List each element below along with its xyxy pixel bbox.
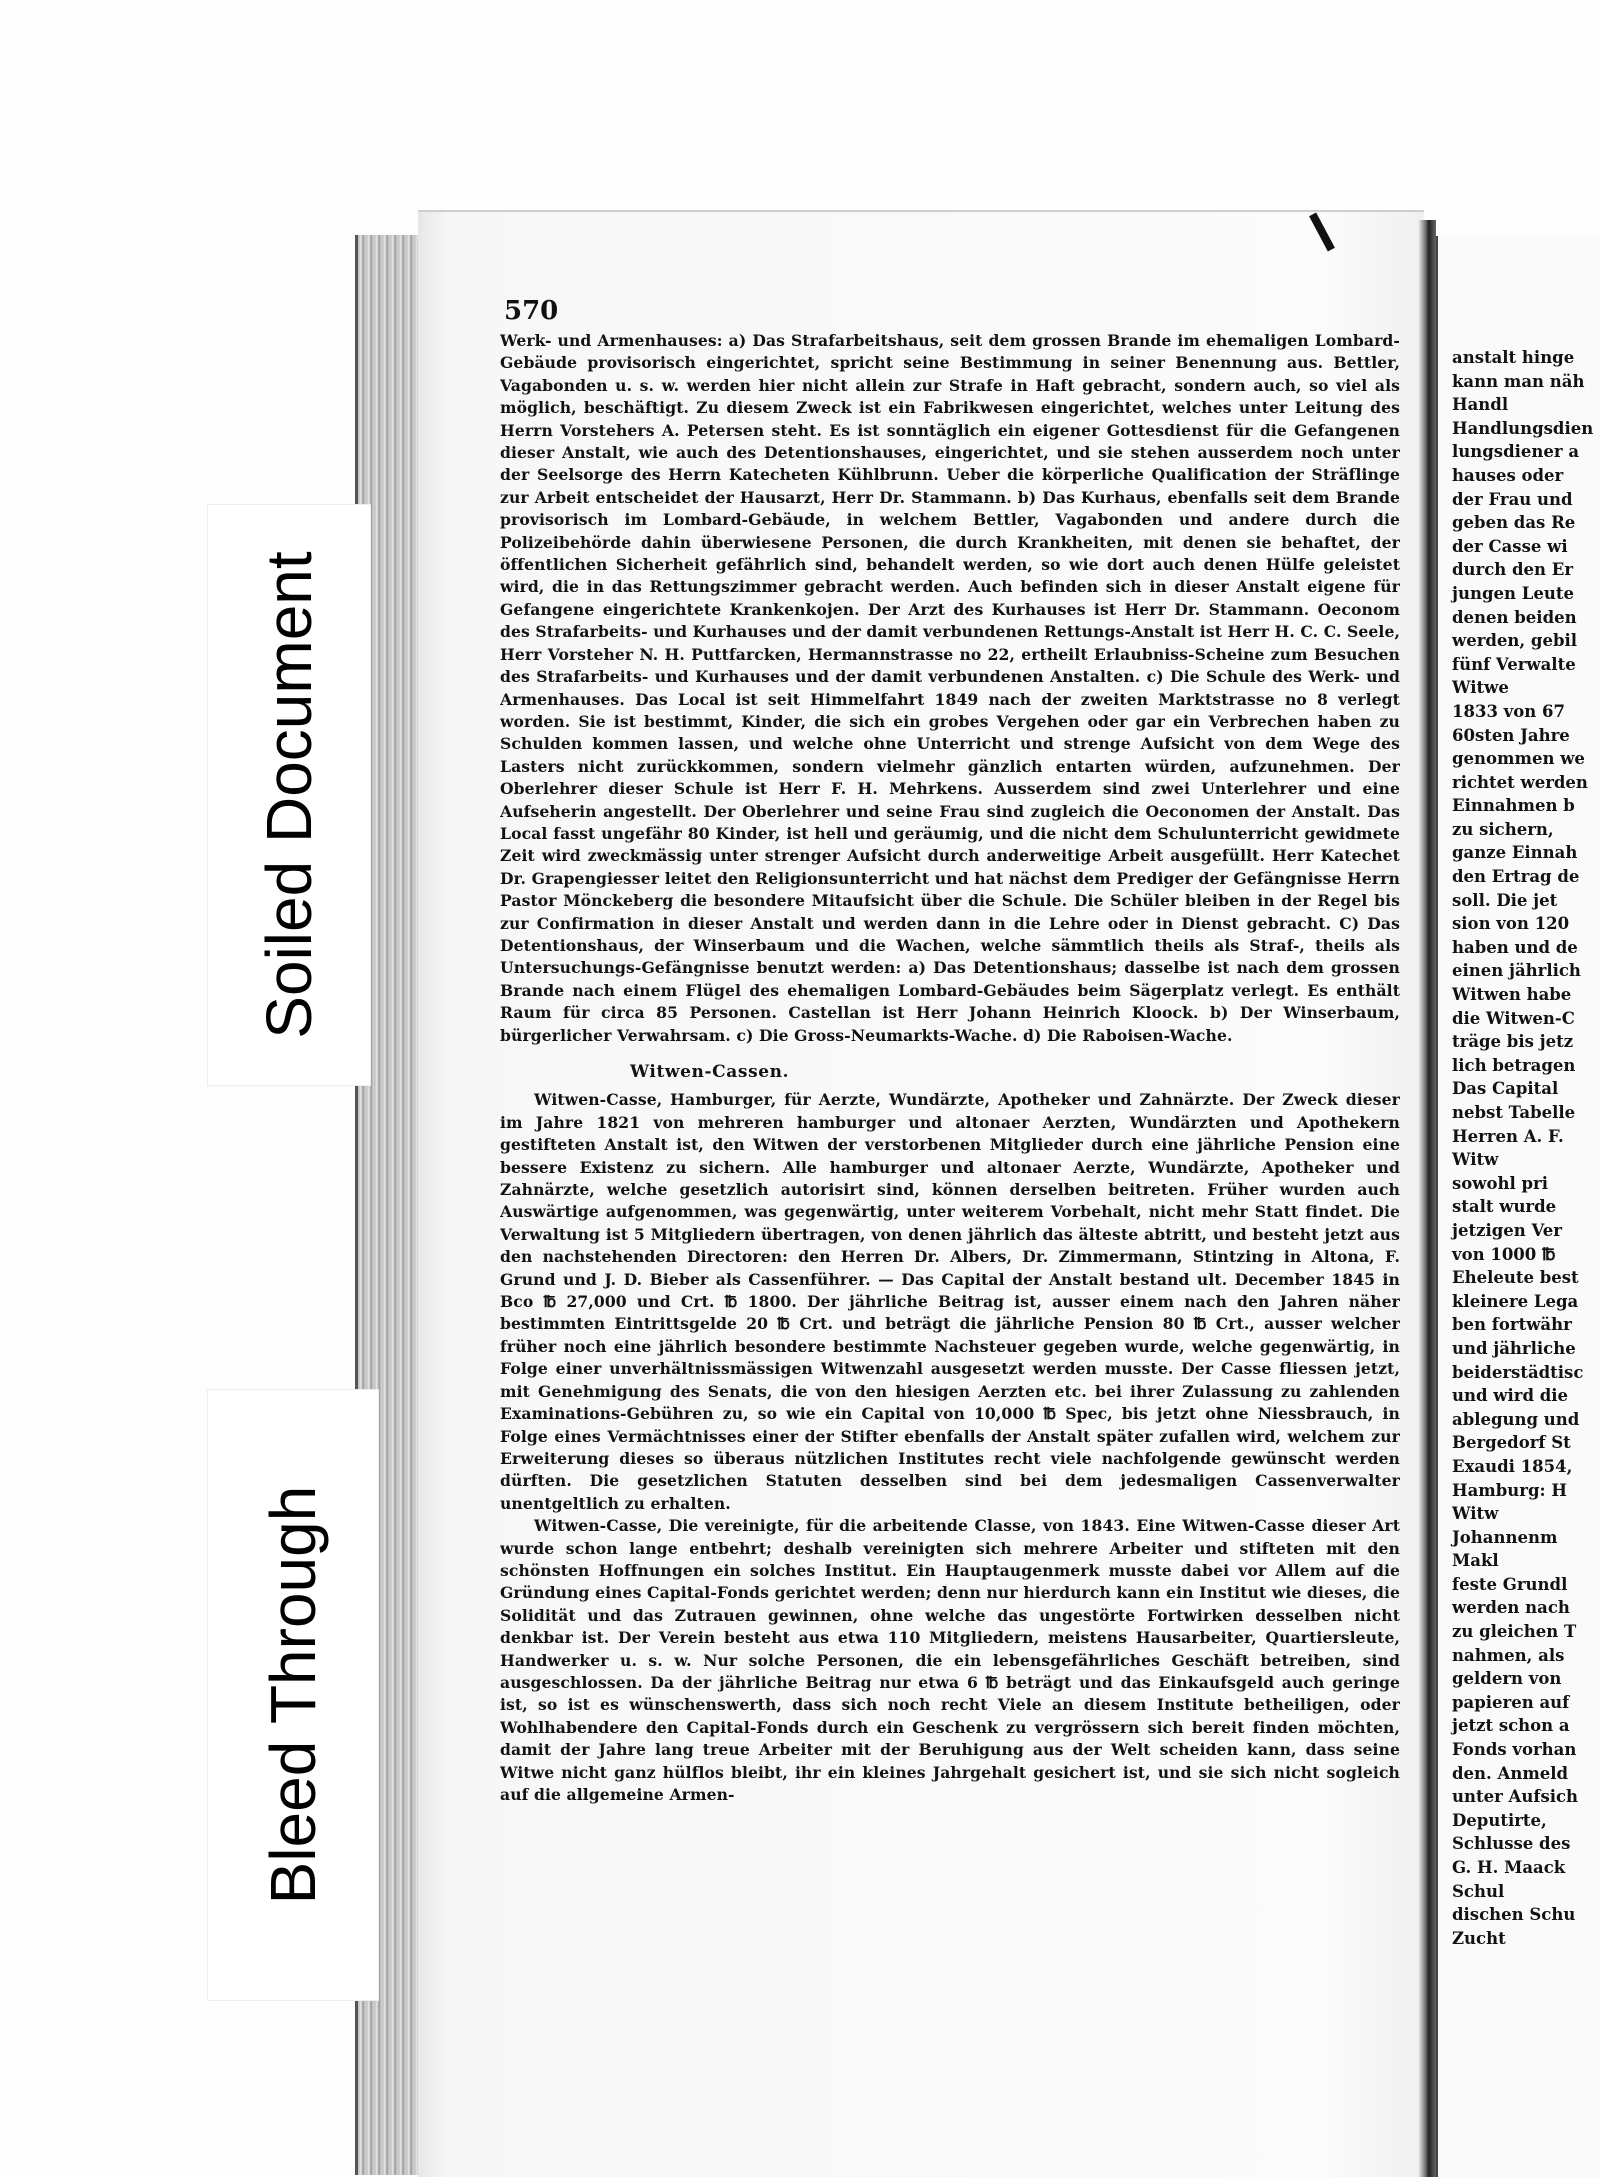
right-page-line: Deputirte, bbox=[1452, 1810, 1547, 1830]
right-page-line: träge bis jetz bbox=[1452, 1032, 1574, 1052]
paragraph-witwen-casse-aerzte: Witwen-Casse, Hamburger, für Aerzte, Wundärzte, Apotheker und Zahnärzte. Der Zweck dieser im Jahre 1821 von mehreren hamburger und altonaer Aerzten, Wundärzten und Apothekern gestifteten Anstalt ist, den Witwen der verstorbenen Mitglieder durch eine jährliche Pension eine bessere Existenz zu sichern. Alle hamburger und altonaer Aerzte, Wundärzte, Apotheker und Zahnärzte, welche gesetzlich autorisirt sind, können derselben beitreten. Früher wurden auch Auswärtige aufgenommen, was gegenwärtig, unter weiterem Vorbehalt, nicht mehr Statt findet. Die Verwaltung ist 5 Mitgliedern übertragen, von denen jährlich das älteste abtritt, und besteht jetzt aus den nachstehenden Directoren: den Herren Dr. Albers, Dr. Zimmermann, Stintzing in Altona, F. Grund und J. D. Bieber als Cassenführer. — Das Capital der Anstalt bestand ult. December 1845 in Bco ℔ 27,000 und Crt. ℔ 1800. Der jährliche Beitrag ist, ausser einem nach den Jahren näher bestimmten Eintrittsgelde 20 ℔ Crt. und beträgt die jährliche Pension 80 ℔ Crt., ausser welcher früher noch eine jährlich besondere bestimmte Nachsteuer gegeben wurde, welche gegenwärtig, in Folge einer unverhältnissmässigen Witwenzahl ausgesetzt werden musste. Der Casse fliessen jetzt, mit Genehmigung des Senats, die von den hiesigen Aerzten etc. bei ihrer Zulassung zu zahlenden Examinations-Gebühren zu, so wie ein Capital von 10,000 ℔ Spec, bis jetzt ohne Niessbrauch, in Folge eines Vermächtnisses einer der Stifter ebenfalls der Anstalt später zufallen wird, welchem zur Erweiterung dieses so überaus nützlichen Institutes recht viele nachfolgende gewünscht werden dürften. Die gesetzlichen Statuten desselben sind bei dem jedesmaligen Cassenverwalter unentgeltlich zu erhalten. bbox=[500, 1090, 1400, 1513]
right-page-line: Einnahmen b bbox=[1452, 796, 1575, 816]
right-page-line: feste Grundl bbox=[1452, 1574, 1568, 1594]
right-page-line: sion von 120 bbox=[1452, 914, 1570, 934]
right-page-line: anstalt hinge bbox=[1452, 348, 1575, 367]
right-page-text-fragments bbox=[1452, 346, 1600, 1950]
right-page-line: sowohl pri bbox=[1452, 1173, 1549, 1193]
right-page-line: durch den Er bbox=[1452, 560, 1574, 580]
right-page-line: ganze Einnah bbox=[1452, 843, 1578, 863]
right-page-line: soll. Die jet bbox=[1452, 890, 1558, 910]
page-number: 570 bbox=[504, 296, 559, 326]
bleed-through-label bbox=[208, 1390, 378, 2000]
right-page-line: Fonds vorhan bbox=[1452, 1740, 1577, 1760]
right-page-line: Johannenm bbox=[1452, 1527, 1558, 1547]
right-page-line: fünf Verwalte bbox=[1452, 654, 1576, 674]
right-page-line: Das Capital bbox=[1452, 1079, 1559, 1099]
right-page-line: Witwen habe bbox=[1452, 985, 1572, 1005]
right-page-line: stalt wurde bbox=[1452, 1197, 1557, 1217]
right-page-line: unter Aufsich bbox=[1452, 1787, 1579, 1807]
right-page-line: der Frau und bbox=[1452, 489, 1573, 509]
right-page-line: beiderstädtisc bbox=[1452, 1362, 1584, 1382]
right-page-line: lungsdiener a bbox=[1452, 442, 1580, 462]
right-page-line: Herren A. F. bbox=[1452, 1126, 1564, 1146]
right-page-line: und jährliche bbox=[1452, 1338, 1576, 1358]
right-page-line: kann man näh bbox=[1452, 371, 1585, 391]
right-page-line: jetzigen Ver bbox=[1452, 1220, 1562, 1240]
right-page-line: jetzt schon a bbox=[1452, 1716, 1570, 1736]
section-heading-witwen-cassen: Witwen-Cassen. bbox=[630, 1062, 790, 1082]
right-page-line: Bergedorf St bbox=[1452, 1433, 1571, 1453]
right-page-line: werden, gebil bbox=[1452, 631, 1578, 651]
right-page-line: zu sichern, bbox=[1452, 819, 1554, 839]
right-page-line: geldern von bbox=[1452, 1669, 1562, 1689]
right-page-line: nahmen, als bbox=[1452, 1645, 1565, 1665]
soiled-document-label-text: Soiled Document bbox=[253, 551, 325, 1039]
right-page-line: 1833 von 67 bbox=[1452, 701, 1565, 721]
right-page-line: Schlusse des bbox=[1452, 1834, 1571, 1854]
right-page-line: Eheleute best bbox=[1452, 1268, 1579, 1288]
right-page-line: und wird die bbox=[1452, 1386, 1569, 1406]
right-page-line: zu gleichen T bbox=[1452, 1622, 1577, 1642]
right-page-line: 60sten Jahre bbox=[1452, 725, 1570, 745]
right-page-line: richtet werden bbox=[1452, 772, 1588, 792]
right-page-line: nebst Tabelle bbox=[1452, 1103, 1576, 1122]
right-page bbox=[1436, 236, 1600, 2177]
right-page-line: kleinere Lega bbox=[1452, 1291, 1579, 1311]
right-page-line: der Casse wi bbox=[1452, 536, 1568, 556]
right-page-line: geben das Re bbox=[1452, 513, 1576, 533]
bleed-through-label-text: Bleed Through bbox=[257, 1485, 329, 1905]
right-page-line: genommen we bbox=[1452, 749, 1585, 769]
right-page-line: ablegung und bbox=[1452, 1409, 1580, 1429]
right-page-line: lich betragen bbox=[1452, 1055, 1576, 1075]
paragraph-witwen-casse-arbeitende-classe: Witwen-Casse, Die vereinigte, für die arbeitende Classe, von 1843. Eine Witwen-Casse dieser Art wurde schon lange entbehrt; deshalb vereinigten sich mehrere Arbeiter und stifteten mit den schönsten Hoffnungen ein solches Institut. Ein Hauptaugenmerk musste dabei vor Allem auf die Gründung eines Capital-Fonds gerichtet werden; denn nur hierdurch kann ein Institut wie dieses, die Solidität und das Zutrauen gewinnen, ohne welche das ungestörte Fortwirken desselben nicht denkbar ist. Der Verein besteht aus etwa 110 Mitgliedern, meistens Hausarbeiter, Quartiersleute, Handwerker u. s. w. Nur solche Personen, die ein lebensgefährliches Geschäft betreiben, sind ausgeschlossen. Da der jährliche Beitrag nur etwa 6 ℔ beträgt und das Einkaufsgeld auch geringe ist, so ist es wünschenswerth, dass sich noch recht Viele an diesem Institute betheiligen, oder Wohlhabendere den Capital-Fonds durch ein Geschenk zu vergrössern sich bereit finden möchten, damit der Jahre lang treue Arbeiter mit der Beruhigung aus der Welt scheiden kann, dass seine Witwe nicht ganz hülflos bleibt, ihr ein kleines Jahrgehalt gesichert ist, und sie sich nicht sogleich auf die allgemeine Armen- bbox=[500, 1516, 1400, 1804]
right-page-line: Hamburg: H bbox=[1452, 1480, 1567, 1500]
right-page-line: Witw bbox=[1452, 1504, 1499, 1524]
right-page-line: Witw bbox=[1452, 1150, 1499, 1170]
right-page-line: denen beiden bbox=[1452, 607, 1577, 627]
right-page-line: den. Anmeld bbox=[1452, 1763, 1569, 1783]
right-page-line: von 1000 ℔ bbox=[1452, 1244, 1556, 1264]
right-page-line: Witwe bbox=[1452, 678, 1509, 698]
right-page-line: G. H. Maack bbox=[1452, 1858, 1566, 1877]
right-page-line: Schul bbox=[1452, 1881, 1505, 1901]
right-page-line: Exaudi 1854, bbox=[1452, 1456, 1573, 1476]
right-page-line: werden nach bbox=[1452, 1598, 1570, 1618]
right-page-line: hauses oder bbox=[1452, 465, 1564, 485]
paragraph-werk-armenhaus: Werk- und Armenhauses: a) Das Strafarbeitshaus, seit dem grossen Brande im ehemaligen Lombard-Gebäude provisorisch eingerichtet, spricht seine Bestimmung in seiner Benennung aus. Bettler, Vagabonden u. s. w. werden hier nicht allein zur Strafe in Haft gebracht, sondern auch, so viel als möglich, beschäftigt. Zu diesem Zweck ist ein Fabrikwesen eingerichtet, welches unter Leitung des Herrn Vorstehers A. Petersen steht. Es ist sonntäglich ein eigener Gottesdienst für die Gefangenen dieser Anstalt, wie auch des Detentionshauses, eingerichtet, und sie stehen ausserdem noch unter der Seelsorge des Herrn Katecheten Kühlbrunn. Ueber die körperliche Qualification der Sträflinge zur Arbeit entscheidet der Hausarzt, Herr Dr. Stammann. b) Das Kurhaus, ebenfalls seit dem Brande provisorisch im Lombard-Gebäude, in welchem Bettler, Vagabonden und andere durch die Polizeibehörde dahin überwiesene Personen, die durch Krankheiten, mit denen sie behaftet, der öffentlichen Sicherheit gefährlich sind, behandelt werden, so wie dort auch denen Hülfe geleistet wird, die in das Rettungszimmer gebracht werden. Auch befinden sich in dieser Anstalt eigene für Gefangene eingerichtete Krankenkojen. Der Arzt des Kurhauses ist Herr Dr. Stammann. Oeconom des Strafarbeits- und Kurhauses und der damit verbundenen Rettungs-Anstalt ist Herr H. C. C. Seele, Herr Vorsteher N. H. Puttfarcken, Hermannstrasse no 22, ertheilt Erlaubniss-Scheine zum Besuchen des Strafarbeits- und Kurhauses und der damit verbundenen Anstalten. c) Die Schule des Werk- und Armenhauses. Das Local ist seit Himmelfahrt 1849 nach der zweiten Marktstrasse no 8 verlegt worden. Sie ist bestimmt, Kinder, die sich ein grobes Vergehen oder gar ein Verbrechen haben zu Schulden kommen lassen, und welche ohne Unterricht und strenge Aufsicht von dem Wege des Lasters nicht zurückkommen, sondern vielmehr gänzlich entarten würden, aufzunehmen. Der Oberlehrer dieser Schule ist Herr F. H. Mehrkens. Ausserdem sind zwei Unterlehrer und eine Aufseherin angestellt. Der Oberlehrer und seine Frau sind zugleich die Oeconomen der Anstalt. Das Local fasst ungefähr 80 Kinder, ist hell und geräumig, und die nicht dem Schulunterricht gewidmete Zeit wird zweckmässig unter strenger Aufsicht durch anderweitige Arbeit ausgefüllt. Herr Katechet Dr. Grapengiesser leitet den Religionsunterricht und hat nächst dem Prediger der Gefängnisse Herrn Pastor Mönckeberg die besondere Mitaufsicht über die Schule. Die Schüler bleiben in der Regel bis zur Confirmation in dieser Anstalt und werden dann in die Lehre oder in Dienst gebracht. C) Das Detentionshaus, der Winserbaum und die Wachen, welche sämmtlich theils als Straf-, theils als Untersuchungs-Gefängnisse benutzt werden: a) Das Detentionshaus; dasselbe ist nach dem grossen Brande nach einem Flügel des ehemaligen Lombard-Gebäudes beim Sägerplatz verlegt. Es enthält Raum für circa 85 Personen. Castellan ist Herr Johann Heinrich Kloock. b) Der Winserbaum, bürgerlicher Verwahrsam. c) Die Gross-Neumarkts-Wache. d) Die Raboisen-Wache. bbox=[500, 331, 1400, 1045]
right-page-line: einen jährlich bbox=[1452, 961, 1581, 981]
right-page-line: Handlungsdien bbox=[1452, 418, 1594, 438]
right-page-line: papieren auf bbox=[1452, 1692, 1570, 1712]
page-body-text bbox=[500, 330, 1400, 2170]
right-page-line: ben fortwähr bbox=[1452, 1315, 1572, 1335]
right-page-line: jungen Leute bbox=[1452, 583, 1574, 603]
right-page-line: den Ertrag de bbox=[1452, 867, 1580, 887]
book-gutter bbox=[1418, 220, 1436, 2177]
soiled-document-label bbox=[208, 505, 370, 1085]
right-page-line: dischen Schu bbox=[1452, 1905, 1576, 1925]
right-page-line: haben und de bbox=[1452, 937, 1578, 957]
right-page-line: Handl bbox=[1452, 395, 1509, 415]
right-page-line: Makl bbox=[1452, 1551, 1499, 1571]
right-page-line: die Witwen-C bbox=[1452, 1008, 1575, 1028]
right-page-line: Zucht bbox=[1452, 1928, 1506, 1948]
